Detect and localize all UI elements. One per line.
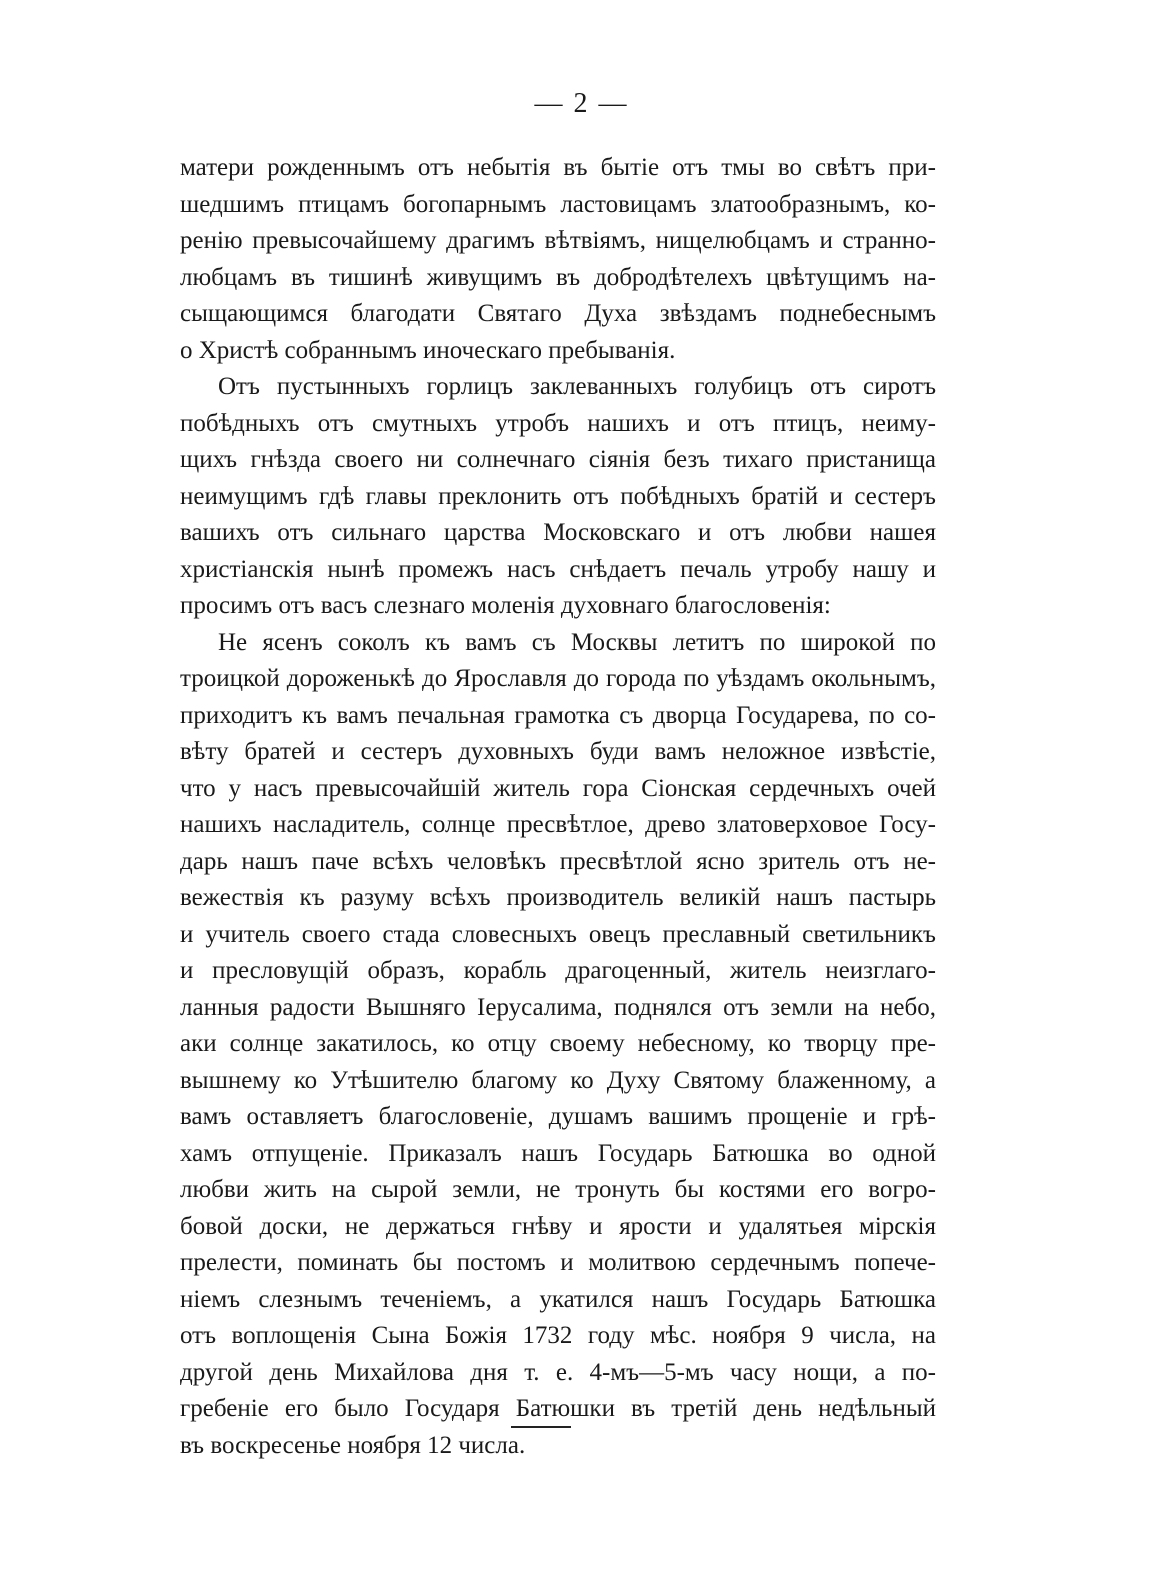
text-line: матери рожденнымъ отъ небытія въ бытіе отъ тмы во свѣтъ при- <box>180 154 936 181</box>
text-line: ренію превысочайшему драгимъ вѣтвіямъ, нищелюбцамъ и странно- <box>180 227 936 254</box>
text-line: щихъ гнѣзда своего ни солнечнаго сіянія безъ тихаго пристанища <box>180 446 936 473</box>
end-rule <box>511 1426 571 1428</box>
text-line: вышнему ко Утѣшителю благому ко Духу Святому блаженному, а <box>180 1066 936 1094</box>
paragraph <box>180 150 936 369</box>
text-line: и пресловущій образъ, корабль драгоценный, житель неизглаго- <box>180 957 936 984</box>
paragraph <box>180 369 936 625</box>
text-line: просимъ отъ васъ слезнаго моленія духовнаго благословенія: <box>180 592 831 619</box>
text-line: любви жить на сырой земли, не тронуть бы костями его вогро- <box>180 1176 936 1203</box>
text-line: ланныя радости Вышняго Іерусалима, поднялся отъ земли на небо, <box>180 993 936 1021</box>
text-line: вѣту братей и сестеръ духовныхъ буди вамъ неложное извѣстіе, <box>180 738 936 765</box>
text-line: вашихъ отъ сильнаго царства Московскаго и отъ любви нашея <box>180 519 936 546</box>
text-line: шедшимъ птицамъ богопарнымъ ластовицамъ златообразнымъ, ко- <box>180 190 936 218</box>
page-number: — 2 — <box>534 88 629 119</box>
text-line: о Христѣ собраннымъ иноческаго пребыванія. <box>180 336 676 364</box>
text-line: троицкой дороженькѣ до Ярославля до города по уѣздамъ окольнымъ, <box>180 665 936 692</box>
text-line: неимущимъ гдѣ главы преклонить отъ побѣдныхъ братій и сестеръ <box>180 482 936 510</box>
text-line: любцамъ въ тишинѣ живущимъ въ добродѣтелехъ цвѣтущимъ на- <box>180 263 936 291</box>
text-line: хамъ отпущеніе. Приказалъ нашъ Государь Батюшка во одной <box>180 1139 936 1167</box>
paragraph <box>180 625 936 1465</box>
text-line: гребеніе его было Государя Батюшки въ третій день недѣльный <box>180 1395 936 1422</box>
text-line: прелести, поминать бы постомъ и молитвою сердечнымъ попече- <box>180 1249 936 1276</box>
text-line: побѣдныхъ отъ смутныхъ утробъ нашихъ и отъ птицъ, неиму- <box>180 409 936 437</box>
text-line: Отъ пустынныхъ горлицъ заклеванныхъ голубицъ отъ сиротъ <box>218 373 936 400</box>
text-line: и учитель своего стада словесныхъ овецъ преславный светильникъ <box>180 920 936 948</box>
body-text <box>180 150 936 1464</box>
text-line: Не ясенъ соколъ къ вамъ съ Москвы летитъ по широкой по <box>218 628 936 656</box>
text-line: дарь нашъ паче всѣхъ человѣкъ пресвѣтлой ясно зритель отъ не- <box>180 847 936 875</box>
text-line: приходитъ къ вамъ печальная грамотка съ дворца Государева, по со- <box>180 701 936 729</box>
text-line: вамъ оставляетъ благословеніе, душамъ вашимъ прощеніе и грѣ- <box>180 1103 936 1130</box>
text-line: вежествія къ разуму всѣхъ производитель великій нашъ пастырь <box>180 884 936 911</box>
text-line: въ воскресенье ноября 12 числа. <box>180 1431 526 1459</box>
text-line: ніемъ слезнымъ теченіемъ, а укатился нашъ Государь Батюшка <box>180 1285 936 1313</box>
text-line: бовой доски, не держаться гнѣву и ярости и удалятьея мірскія <box>180 1212 936 1240</box>
text-line: аки солнце закатилось, ко отцу своему небесному, ко творцу пре- <box>180 1030 936 1057</box>
text-line: что у насъ превысочайшій житель гора Сіонская сердечныхъ очей <box>180 774 936 802</box>
text-line: отъ воплощенія Сына Божія 1732 году мѣс. ноября 9 числа, на <box>180 1322 936 1349</box>
text-line: христіанскія нынѣ промежъ насъ снѣдаетъ печаль утробу нашу и <box>180 555 936 583</box>
text-line: нашихъ насладитель, солнце пресвѣтлое, древо златоверховое Госу- <box>180 811 936 838</box>
text-line: сыщающимся благодати Святаго Духа звѣздамъ поднебеснымъ <box>180 300 936 327</box>
text-line: другой день Михайлова дня т. е. 4-мъ—5-мъ часу нощи, а по- <box>180 1358 936 1386</box>
